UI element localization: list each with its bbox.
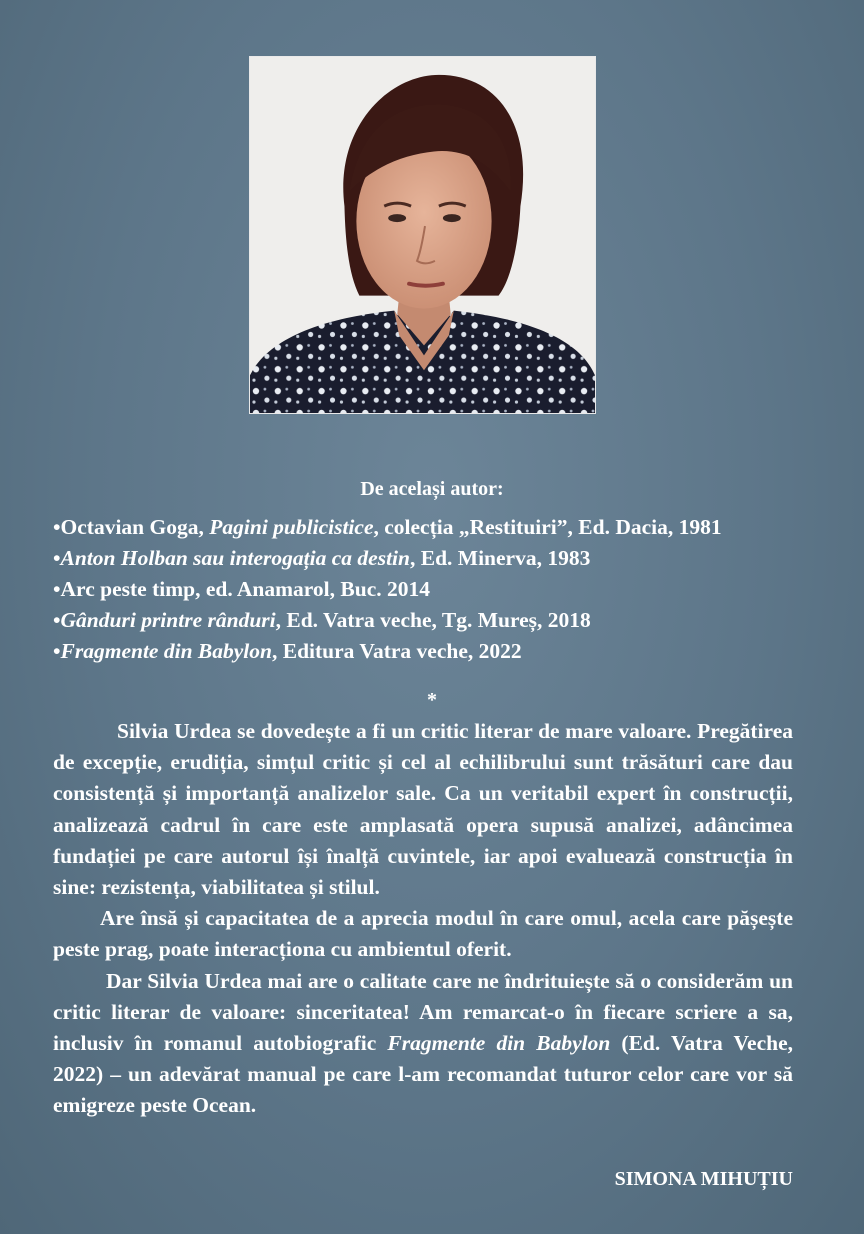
- bibliography-item: [53, 574, 813, 605]
- critical-essay: [53, 716, 793, 1122]
- section-separator: *: [427, 689, 437, 711]
- bullet: •: [53, 546, 61, 570]
- essay-paragraph-1: Silvia Urdea se dovedește a fi un critic literar de mare valoare. Pregătirea de excepție, erudiția, simțul critic și cel al echilibrului sunt trăsături care dau consistență și importanță analizelor sale. Ca un veritabil expert în construcții, analizează cadrul în care este amplasată opera supusă analizei, adâncimea fundației pe care autorul își înalță cuvintele, iar apoi evaluează construcția în sine: rezistența, viabilitatea și stilul.: [53, 719, 793, 900]
- portrait-illustration: [250, 57, 595, 413]
- bibliography-item: [53, 605, 813, 636]
- bibliography-details: , colecția „Restituiri”, Ed. Dacia, 1981: [373, 515, 722, 539]
- bullet: •: [53, 608, 61, 632]
- essay-text: Dar Silvia Urdea mai are o calitate care ne îndrituiește să o considerăm un critic literar de valoare: sinceritatea! Am remarcat-o în fiecare scriere a sa, inclusiv în romanul autobiografic: [53, 968, 793, 1056]
- bibliography-item: [53, 512, 813, 543]
- also-by-author-heading: De același autor:: [360, 478, 504, 500]
- bibliography-details: , Ed. Minerva, 1983: [409, 546, 591, 570]
- book-title: Anton Holban sau interogația ca destin: [60, 546, 410, 570]
- essay-paragraph-3: [53, 966, 793, 1122]
- bibliography-details: , Ed. Vatra veche, Tg. Mureș, 2018: [275, 608, 591, 632]
- essay-paragraph-2: Are însă și capacitatea de a aprecia modul în care omul, acela care pășește peste prag, poate interacționa cu ambientul oferit.: [53, 906, 793, 962]
- book-title: Fragmente din Babylon: [60, 639, 272, 663]
- bibliography-item: [53, 636, 813, 667]
- bibliography-list: [53, 512, 813, 667]
- bullet: •: [53, 577, 61, 601]
- book-title: Pagini publicistice: [209, 515, 374, 539]
- author-signature: SIMONA MIHUȚIU: [614, 1168, 793, 1190]
- bibliography-text: Octavian Goga,: [60, 515, 210, 539]
- essay-text: (Ed. Vatra Veche, 2022) – un adevărat manual pe care l-am recomandat tuturor celor care vor să emigreze peste Ocean.: [53, 1031, 793, 1118]
- book-title: Fragmente din Babylon: [387, 1031, 611, 1056]
- bibliography-text: Arc peste timp, ed. Anamarol, Buc. 2014: [60, 577, 430, 601]
- bullet: •: [53, 639, 61, 663]
- bullet: •: [53, 515, 61, 539]
- bibliography-item: [53, 543, 813, 574]
- book-title: Gânduri printre rânduri: [60, 608, 276, 632]
- author-portrait: [249, 56, 596, 414]
- bibliography-details: , Editura Vatra veche, 2022: [271, 639, 522, 663]
